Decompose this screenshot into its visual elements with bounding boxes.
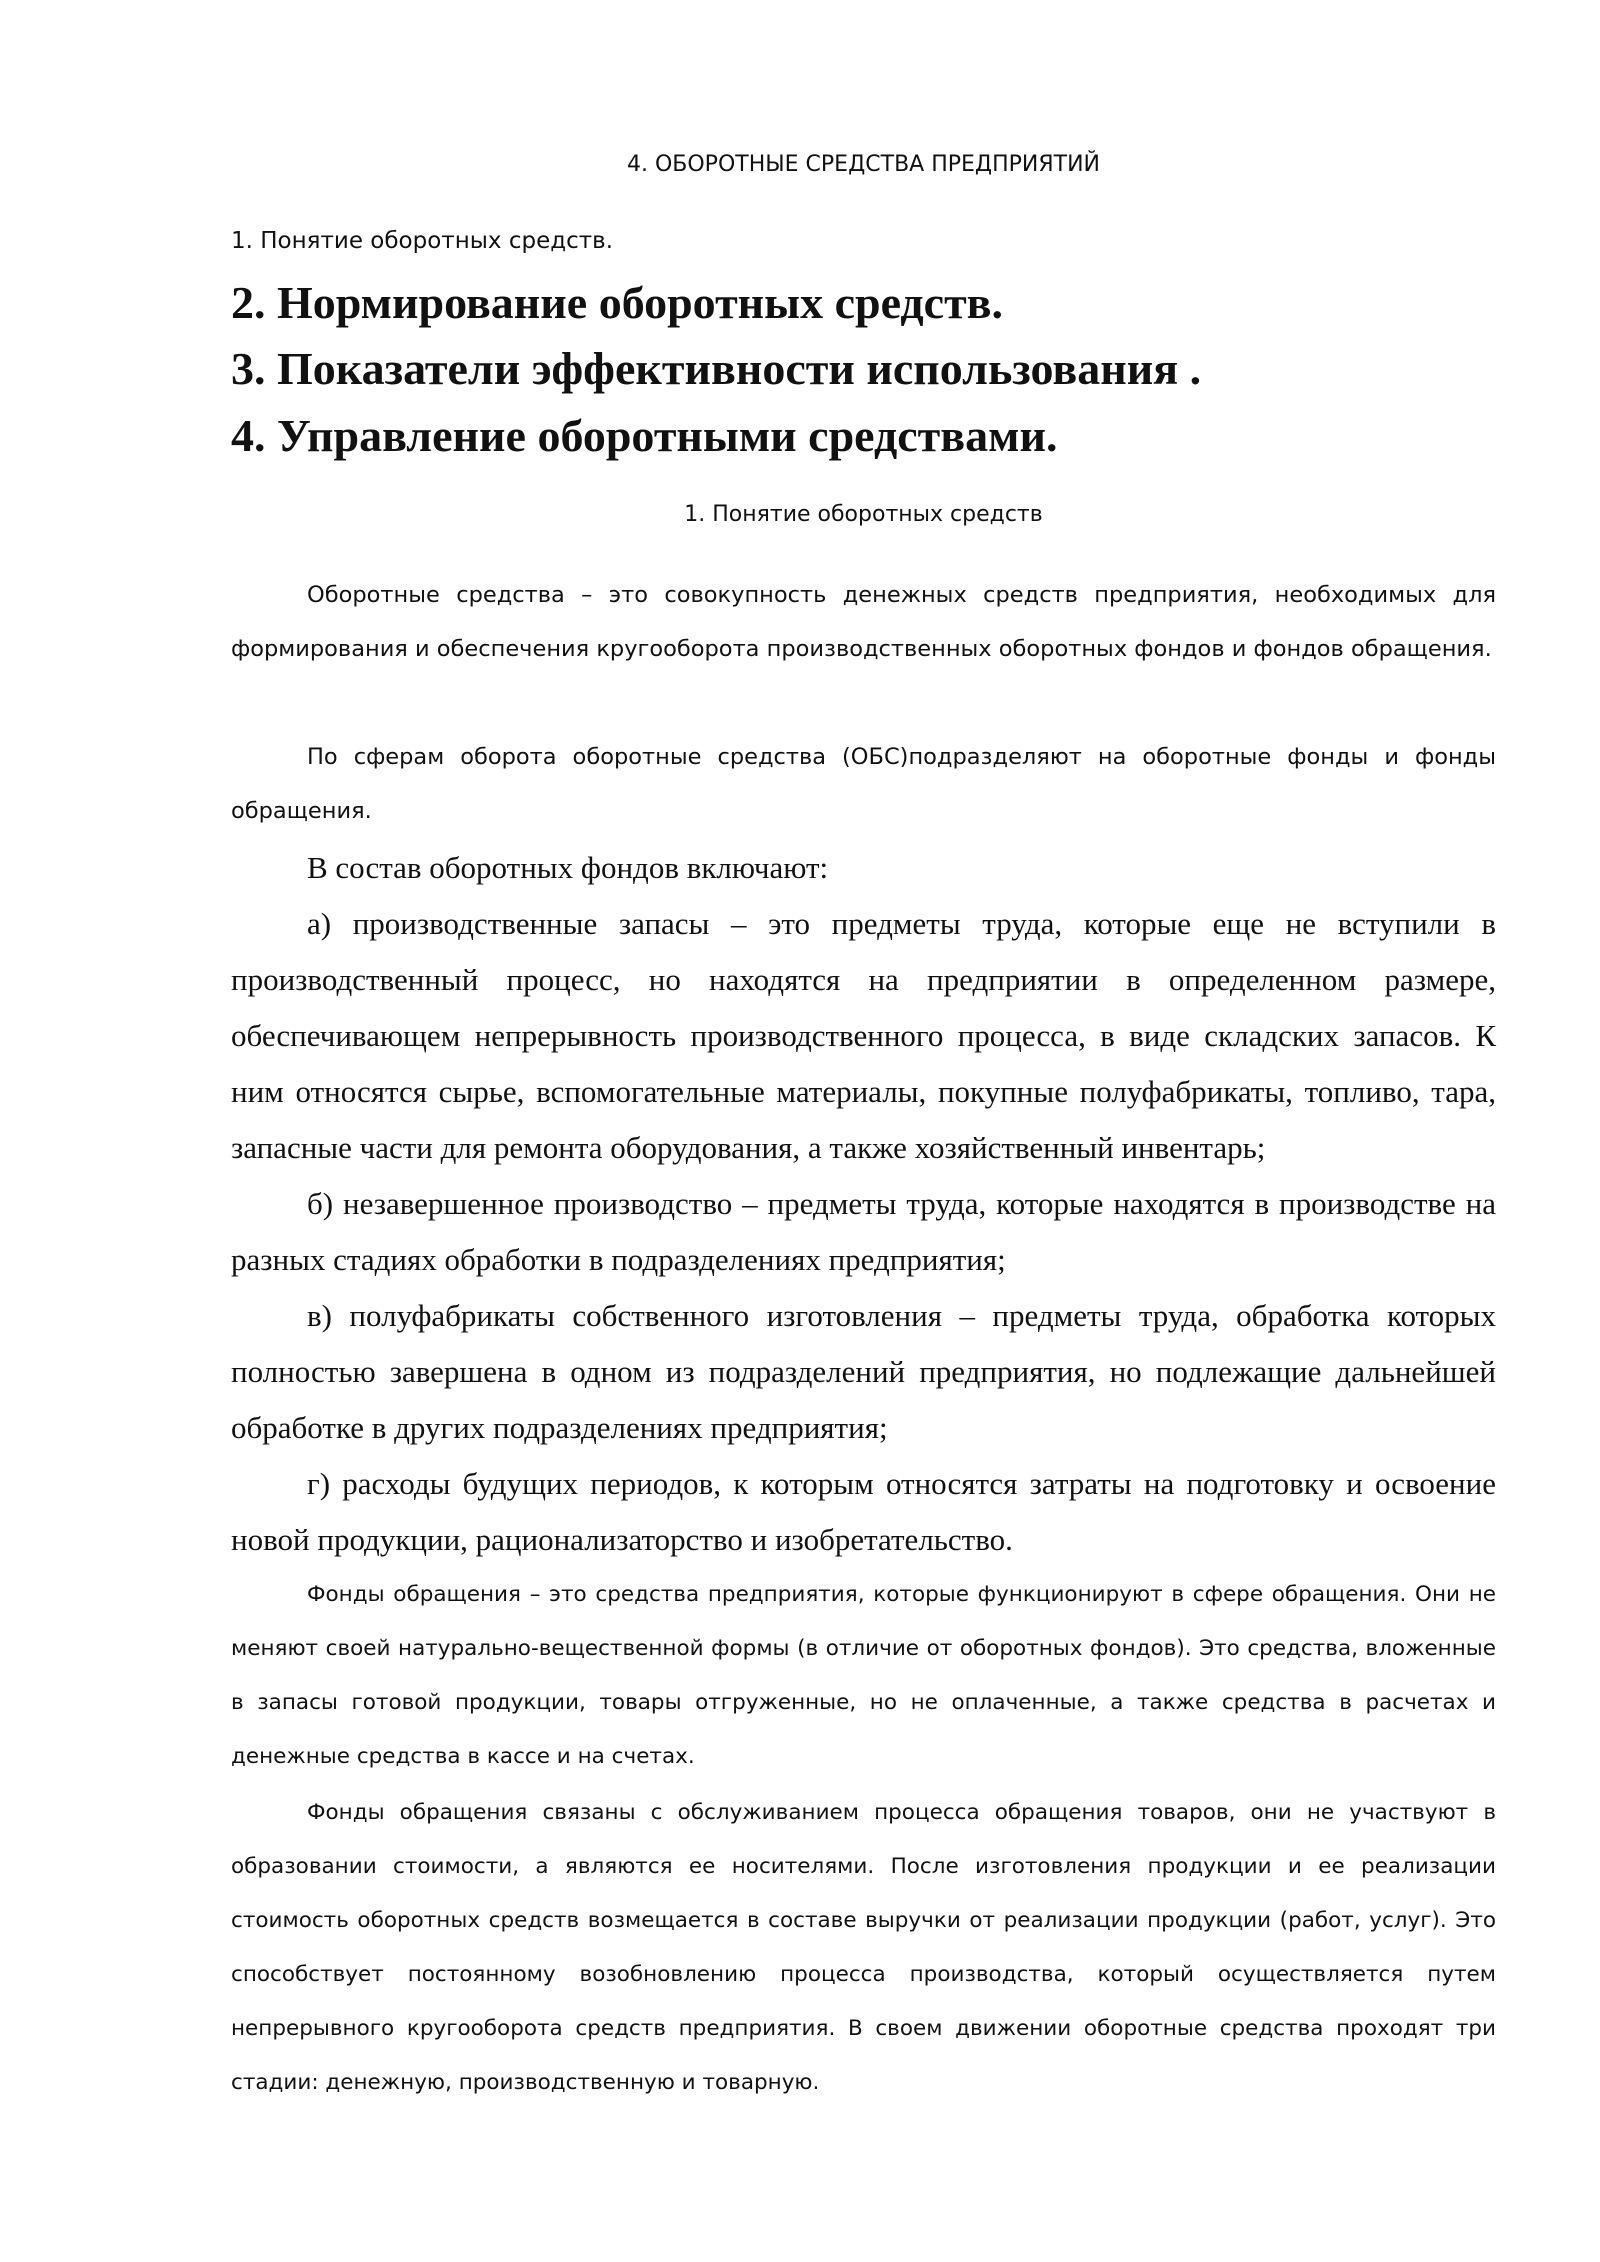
outline-item-2: 2. Нормирование оборотных средств. (231, 277, 1004, 328)
paragraph-circulation-process: Фонды обращения связаны с обслуживанием процесса обращения товаров, они не участвуют в образовании стоимости, а являются ее носителями. После изготовления продукции и ее реализации стоимость оборотных средств возмещается в составе выручки от реализации продукции (работ, услуг). Это способствует постоянному возобновлению процесса производства, который осуществляется путем непрерывного кругооборота средств предприятия. В своем движении оборотные средства проходят три стадии: денежную, производственную и товарную. (231, 1800, 1496, 2095)
paragraph-item-v: в) полуфабрикаты собственного изготовления – предметы труда, обработка которых полностью завершена в одном из подразделений предприятия, но подлежащие дальнейшей обработке в других подразделениях предприятия; (231, 1298, 1496, 1445)
outline-item-3: 3. Показатели эффективности использования . (231, 343, 1202, 394)
paragraph-classification: По сферам оборота оборотные средства (ОБС)подразделяют на оборотные фонды и фонды обращения. (231, 744, 1496, 824)
outline-item-1: 1. Понятие оборотных средств. (231, 228, 614, 254)
paragraph-definition: Оборотные средства – это совокупность денежных средств предприятия, необходимых для формирования и обеспечения кругооборота производственных оборотных фондов и фондов обращения. (231, 582, 1496, 662)
document-title: 4. ОБОРОТНЫЕ СРЕДСТВА ПРЕДПРИЯТИЙ (626, 152, 1101, 177)
paragraph-item-b: б) незавершенное производство – предметы труда, которые находятся в производстве на разных стадиях обработки в подразделениях предприятия; (231, 1186, 1496, 1277)
paragraph-item-g: г) расходы будущих периодов, к которым относятся затраты на подготовку и освоение новой продукции, рационализаторство и изобретательство. (231, 1466, 1496, 1557)
section-title: 1. Понятие оборотных средств (684, 502, 1043, 527)
paragraph-item-a: а) производственные запасы – это предметы труда, которые еще не вступили в производственный процесс, но находятся на предприятии в определенном размере, обеспечивающем непрерывность производственного процесса, в виде складских запасов. К ним относятся сырье, вспомогательные материалы, покупные полуфабрикаты, топливо, тара, запасные части для ремонта оборудования, а также хозяйственный инвентарь; (231, 906, 1496, 1165)
paragraph-circulation-funds: Фонды обращения – это средства предприятия, которые функционируют в сфере обращения. Они не меняют своей натурально-вещественной формы (в отличие от оборотных фондов). Это средства, вложенные в запасы готовой продукции, товары отгруженные, но не оплаченные, а также средства в расчетах и денежные средства в кассе и на счетах. (231, 1582, 1496, 1769)
outline-item-4: 4. Управление оборотными средствами. (231, 410, 1058, 461)
paragraph-composition-intro: В состав оборотных фондов включают: (307, 850, 829, 885)
